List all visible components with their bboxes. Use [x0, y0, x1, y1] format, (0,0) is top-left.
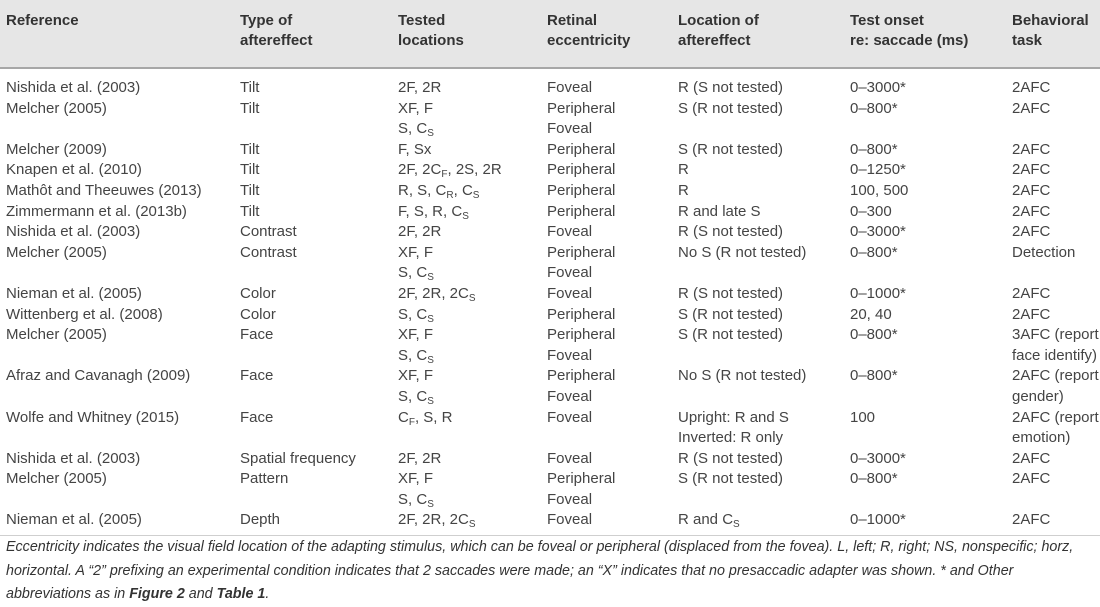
cell-line: Melcher (2005) [6, 470, 107, 488]
cell-location-aftereffect [678, 305, 783, 326]
cell-line: 0–800* [850, 243, 898, 261]
cell-type [240, 366, 273, 387]
cell-test-onset [850, 78, 906, 99]
cell-line: Peripheral [547, 470, 616, 488]
cell-line: S (R not tested) [678, 305, 784, 323]
cell-line: R and late S [678, 202, 761, 220]
cell-eccentricity [547, 510, 592, 531]
cell-line: Inverted: R only [678, 429, 784, 447]
table-row [0, 508, 1100, 529]
cell-type [240, 243, 297, 264]
cell-line: Melcher (2005) [6, 243, 107, 261]
cell-line: Afraz and Cavanagh (2009) [6, 367, 191, 385]
cell-location-aftereffect [678, 284, 783, 305]
cell-test-onset [850, 140, 898, 161]
cell-line: R (S not tested) [678, 223, 784, 241]
cell-location-aftereffect [678, 181, 689, 202]
cell-type [240, 160, 259, 181]
cell-location-aftereffect [678, 449, 783, 470]
cell-test-onset [850, 366, 898, 387]
cell-line: 2AFC [1012, 99, 1051, 117]
subscript: S [427, 128, 434, 140]
cell-type [240, 140, 259, 161]
table-row [0, 200, 1100, 221]
cell-behavioral-task [1012, 408, 1099, 449]
cell-line: Peripheral [547, 305, 616, 323]
cell-line: Wittenberg et al. (2008) [6, 305, 163, 323]
cell-line: 0–800* [850, 470, 898, 488]
cell-eccentricity [547, 222, 592, 243]
cell-eccentricity [547, 140, 615, 161]
cell-behavioral-task [1012, 469, 1050, 490]
table-row [0, 241, 1100, 282]
cell-eccentricity [547, 202, 615, 223]
cell-eccentricity [547, 305, 615, 326]
cell-type [240, 305, 276, 326]
cell-line: 2AFC (report [1012, 367, 1099, 385]
cell-reference [6, 78, 140, 99]
cell-test-onset [850, 469, 898, 490]
cell-line: XF, F [398, 99, 434, 117]
cell-location-aftereffect [678, 325, 783, 346]
cell-line: Contrast [240, 223, 297, 241]
cell-line: 0–1000* [850, 284, 906, 302]
cell-line: S (R not tested) [678, 470, 784, 488]
cell-line: R (S not tested) [678, 79, 784, 96]
cell-line: gender) [1012, 387, 1064, 405]
subscript: S [733, 519, 740, 531]
cell-eccentricity [547, 469, 615, 510]
table-row [0, 97, 1100, 138]
subscript: S [427, 354, 434, 366]
cell-line: Nieman et al. (2005) [6, 284, 142, 302]
cell-tested-locations [398, 99, 434, 142]
caption-text: and [184, 586, 217, 602]
cell-location-aftereffect [678, 78, 783, 99]
cell-eccentricity [547, 408, 592, 429]
cell-line: 2AFC [1012, 305, 1051, 323]
cell-reference [6, 202, 187, 223]
cell-line: Melcher (2005) [6, 326, 107, 344]
cell-line: 2AFC [1012, 470, 1051, 488]
cell-line: Tilt [240, 99, 260, 117]
cell-line: 2AFC [1012, 161, 1051, 179]
cell-test-onset [850, 510, 906, 531]
cell-line: 2AFC [1012, 223, 1051, 241]
cell-line: 2AFC [1012, 181, 1051, 199]
cell-line: Depth [240, 511, 281, 529]
cell-line: S (R not tested) [678, 99, 784, 117]
cell-line: S, $C_S$ [398, 387, 434, 407]
cell-behavioral-task [1012, 325, 1099, 366]
cell-line: Knapen et al. (2010) [6, 161, 142, 179]
cell-line: 0–300 [850, 202, 892, 220]
cell-line: 100 [850, 408, 876, 426]
cell-tested-locations [398, 140, 431, 161]
header-eccentricity: Retinal eccentricity [547, 12, 631, 49]
table-row [0, 220, 1100, 241]
cell-reference [6, 140, 107, 161]
cell-line: R, S, $C_R$, $C_S$ [398, 181, 480, 201]
cell-line: Peripheral [547, 202, 616, 220]
table-row [0, 282, 1100, 303]
cell-eccentricity [547, 243, 615, 284]
cell-type [240, 78, 259, 99]
cell-line: 2AFC [1012, 449, 1051, 467]
cell-line: emotion) [1012, 429, 1071, 447]
cell-line: 0–800* [850, 99, 898, 117]
cell-line: $C_F$, S, R [398, 408, 453, 428]
cell-line: Face [240, 408, 274, 426]
cell-behavioral-task [1012, 243, 1075, 264]
cell-line: Tilt [240, 140, 260, 158]
cell-location-aftereffect [678, 243, 806, 264]
cell-location-aftereffect [678, 408, 789, 449]
subscript: F [441, 169, 448, 181]
cell-eccentricity [547, 160, 615, 181]
cell-test-onset [850, 284, 906, 305]
cell-line: No S (R not tested) [678, 367, 807, 385]
cell-line: Mathôt and Theeuwes (2013) [6, 181, 202, 199]
cell-test-onset [850, 305, 892, 326]
cell-test-onset [850, 222, 906, 243]
cell-behavioral-task [1012, 449, 1050, 470]
cell-type [240, 408, 273, 429]
cell-line: Color [240, 284, 276, 302]
cell-type [240, 469, 288, 490]
cell-reference [6, 222, 140, 243]
table-body [0, 69, 1100, 535]
cell-eccentricity [547, 181, 615, 202]
cell-line: 2F, 2R, $2C_S$ [398, 284, 476, 304]
cell-line: Foveal [547, 284, 593, 302]
cell-type [240, 222, 297, 243]
cell-line: Foveal [547, 511, 593, 529]
cell-behavioral-task [1012, 181, 1050, 202]
cell-line: Foveal [547, 120, 593, 138]
table-header [0, 0, 1100, 67]
cell-line: 2F, 2R, $2C_S$ [398, 511, 476, 531]
cell-line: Upright: R and S [678, 408, 789, 426]
subscript: S [468, 292, 476, 304]
cell-line: S, $C_S$ [398, 346, 434, 366]
cell-eccentricity [547, 78, 592, 99]
cell-behavioral-task [1012, 366, 1099, 407]
cell-line: Foveal [547, 408, 593, 426]
cell-behavioral-task [1012, 78, 1050, 99]
cell-location-aftereffect [678, 202, 761, 223]
cell-line: 0–800* [850, 140, 898, 158]
cell-line: 2F, 2R [398, 449, 442, 467]
cell-line: S (R not tested) [678, 140, 784, 158]
cell-line: 0–800* [850, 326, 898, 344]
cell-type [240, 510, 280, 531]
cell-location-aftereffect [678, 366, 806, 387]
cell-type [240, 284, 276, 305]
cell-line: R and $C_S$ [678, 511, 740, 531]
cell-line: Peripheral [547, 367, 616, 385]
table-row [0, 467, 1100, 508]
cell-eccentricity [547, 449, 592, 470]
cell-location-aftereffect [678, 160, 689, 181]
cell-type [240, 202, 259, 223]
cell-line: 0–3000* [850, 449, 906, 467]
cell-type [240, 99, 259, 120]
cell-line: XF, F [398, 367, 434, 385]
cell-line: Foveal [547, 387, 593, 405]
cell-line: Color [240, 305, 276, 323]
cell-test-onset [850, 181, 908, 202]
cell-tested-locations [398, 469, 434, 512]
cell-location-aftereffect [678, 99, 783, 120]
cell-line: XF, F [398, 470, 434, 488]
cell-behavioral-task [1012, 284, 1050, 305]
cell-line: 0–3000* [850, 79, 906, 96]
cell-behavioral-task [1012, 222, 1050, 243]
cell-line: 2F, 2R [398, 223, 442, 241]
cell-location-aftereffect [678, 469, 783, 490]
cell-test-onset [850, 202, 892, 223]
cell-line: R (S not tested) [678, 449, 784, 467]
caption-text: Eccentricity indicates the visual field location of the adapting stimulus, which can be foveal or peripheral (displaced from the fovea). L, left; R, right; NS, nonspecific; horz, horizontal. A “2” prefixing an experimental condition indicates that 2 saccades were made; an “X” indicates that no presaccadic adapter was shown. * and Other abbreviations as in [6, 539, 1074, 602]
cell-reference [6, 510, 142, 531]
cell-line: Tilt [240, 161, 260, 179]
cell-line: 2AFC (report [1012, 408, 1099, 426]
cell-test-onset [850, 243, 898, 264]
cell-line: S, $C_S$ [398, 264, 434, 284]
cell-line: Tilt [240, 79, 260, 96]
cell-line: 0–800* [850, 367, 898, 385]
header-tested-locations: Tested locations [398, 12, 464, 49]
cell-line: Nishida et al. (2003) [6, 223, 141, 241]
cell-reference [6, 408, 179, 429]
cell-reference [6, 469, 107, 490]
cell-line: Zimmermann et al. (2013b) [6, 202, 187, 220]
cell-behavioral-task [1012, 160, 1050, 181]
cell-reference [6, 243, 107, 264]
subscript: S [427, 395, 434, 407]
cell-tested-locations [398, 325, 434, 368]
cell-line: No S (R not tested) [678, 243, 807, 261]
cell-line: Spatial frequency [240, 449, 356, 467]
cell-location-aftereffect [678, 510, 740, 533]
cell-line: Peripheral [547, 161, 616, 179]
caption-text: . [265, 586, 270, 602]
cell-reference [6, 449, 140, 470]
cell-reference [6, 99, 107, 120]
cell-tested-locations [398, 408, 452, 431]
cell-line: R [678, 161, 689, 179]
cell-line: 20, 40 [850, 305, 892, 323]
caption-reference: Figure 2 [129, 586, 185, 602]
caption-reference: Table 1 [216, 586, 266, 602]
cell-line: Peripheral [547, 326, 616, 344]
subscript: S [468, 519, 476, 531]
cell-line: Foveal [547, 79, 593, 96]
cell-reference [6, 305, 163, 326]
cell-eccentricity [547, 366, 615, 407]
cell-line: 2F, $2C_F$, 2S, 2R [398, 161, 502, 181]
cell-line: Foveal [547, 449, 593, 467]
header-type: Type of aftereffect [240, 12, 313, 49]
cell-line: Foveal [547, 223, 593, 241]
cell-line: Foveal [547, 264, 593, 282]
cell-reference [6, 284, 142, 305]
cell-line: 2AFC [1012, 511, 1051, 529]
table-row [0, 76, 1100, 97]
cell-line: 2AFC [1012, 284, 1051, 302]
cell-eccentricity [547, 325, 615, 366]
cell-type [240, 181, 259, 202]
cell-tested-locations [398, 510, 476, 533]
header-test-onset: Test onset re: saccade (ms) [850, 12, 969, 49]
cell-line: Peripheral [547, 99, 616, 117]
cell-line: R (S not tested) [678, 284, 784, 302]
cell-eccentricity [547, 284, 592, 305]
cell-line: S, $C_S$ [398, 120, 434, 140]
cell-line: 2F, 2R [398, 79, 442, 96]
cell-line: 0–3000* [850, 223, 906, 241]
cell-type [240, 449, 356, 470]
cell-tested-locations [398, 78, 441, 99]
cell-line: Tilt [240, 181, 260, 199]
header-reference: Reference [6, 12, 79, 29]
subscript: S [427, 272, 434, 284]
cell-line: Wolfe and Whitney (2015) [6, 408, 180, 426]
cell-test-onset [850, 408, 875, 429]
cell-tested-locations [398, 449, 441, 470]
cell-eccentricity [547, 99, 615, 140]
cell-tested-locations [398, 366, 434, 409]
subscript: S [472, 189, 480, 201]
cell-line: 0–1250* [850, 161, 906, 179]
cell-line: Peripheral [547, 140, 616, 158]
cell-reference [6, 181, 202, 202]
cell-line: 2AFC [1012, 140, 1051, 158]
cell-behavioral-task [1012, 305, 1050, 326]
cell-tested-locations [398, 222, 441, 243]
subscript: F [408, 416, 415, 428]
cell-line: Melcher (2005) [6, 99, 107, 117]
cell-line: Detection [1012, 243, 1076, 261]
subscript: S [462, 210, 469, 222]
cell-behavioral-task [1012, 140, 1050, 161]
cell-line: Face [240, 367, 274, 385]
cell-behavioral-task [1012, 99, 1050, 120]
header-behavioral-task: Behavioral task [1012, 12, 1089, 49]
subscript: S [427, 498, 434, 510]
cell-test-onset [850, 449, 906, 470]
cell-line: S (R not tested) [678, 326, 784, 344]
cell-test-onset [850, 99, 898, 120]
header-location-aftereffect: Location of aftereffect [678, 12, 759, 49]
cell-line: Melcher (2009) [6, 140, 107, 158]
cell-test-onset [850, 325, 898, 346]
table-row [0, 323, 1100, 364]
cell-reference [6, 325, 107, 346]
cell-reference [6, 160, 142, 181]
table-row [0, 364, 1100, 405]
table-row [0, 406, 1100, 447]
cell-line: Face [240, 326, 274, 344]
cell-line: F, S, R, $C_S$ [398, 202, 469, 222]
cell-line: Tilt [240, 202, 260, 220]
cell-line: 2AFC [1012, 202, 1051, 220]
cell-line: S, $C_S$ [398, 490, 434, 510]
cell-line: XF, F [398, 243, 434, 261]
cell-test-onset [850, 160, 906, 181]
cell-line: Contrast [240, 243, 297, 261]
cell-line: XF, F [398, 326, 434, 344]
cell-location-aftereffect [678, 222, 783, 243]
cell-line: Peripheral [547, 243, 616, 261]
cell-line: Foveal [547, 346, 593, 364]
subscript: R [446, 189, 454, 201]
cell-line: Peripheral [547, 181, 616, 199]
cell-line: F, Sx [398, 140, 432, 158]
cell-behavioral-task [1012, 202, 1050, 223]
cell-line: R [678, 181, 689, 199]
cell-line: Nishida et al. (2003) [6, 449, 141, 467]
table-row [0, 138, 1100, 159]
cell-line: Pattern [240, 470, 289, 488]
cell-line: Foveal [547, 490, 593, 508]
table-row [0, 447, 1100, 468]
cell-line: 3AFC (report [1012, 326, 1099, 344]
table-row [0, 179, 1100, 200]
table-row [0, 303, 1100, 324]
cell-reference [6, 366, 190, 387]
subscript: S [427, 313, 434, 325]
cell-line: face identify) [1012, 346, 1098, 364]
cell-line: 100, 500 [850, 181, 909, 199]
cell-location-aftereffect [678, 140, 783, 161]
cell-line: 0–1000* [850, 511, 906, 529]
table-caption [6, 536, 1096, 607]
cell-line: 2AFC [1012, 79, 1051, 96]
table-row [0, 158, 1100, 179]
cell-line: Nieman et al. (2005) [6, 511, 142, 529]
cell-behavioral-task [1012, 510, 1050, 531]
cell-line: Nishida et al. (2003) [6, 79, 141, 96]
cell-tested-locations [398, 243, 434, 286]
cell-type [240, 325, 273, 346]
cell-line: S, $C_S$ [398, 305, 434, 325]
